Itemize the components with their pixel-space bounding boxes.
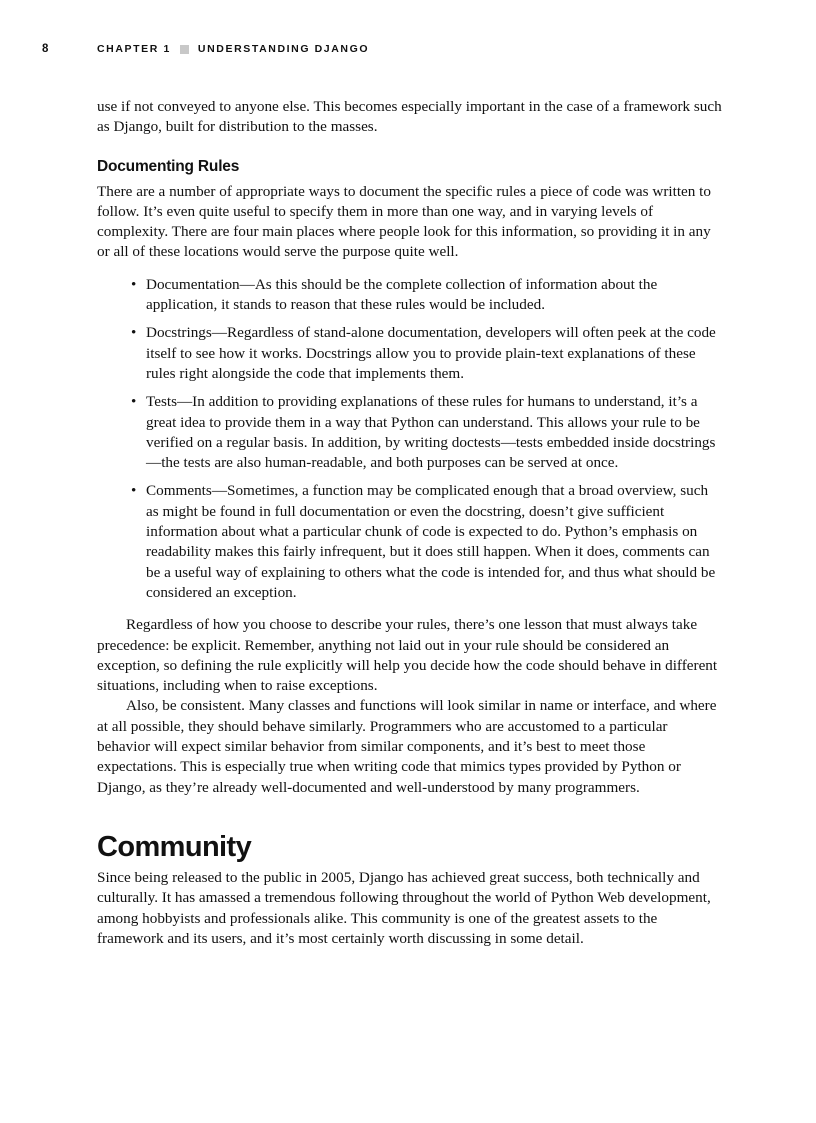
list-item xyxy=(97,481,723,603)
section-heading-community: Community xyxy=(97,830,252,863)
consistent-paragraph: Also, be consistent. Many classes and functions will look similar in name or interface, and where at all possible, they should behave similarly. Programmers who are accustomed to a particular behavior will expect similar behavior from similar components, and it’s best to meet those expectations. This is especially true when writing code that mimics types provided by Python or Django, as they’re already well-documented and well-understood by many programmers. xyxy=(97,697,717,796)
list-item xyxy=(97,323,723,384)
bullet-icon: • xyxy=(131,393,137,411)
chapter-label: CHAPTER 1 xyxy=(97,43,171,55)
chapter-running-head xyxy=(97,43,369,55)
running-header xyxy=(0,43,816,59)
chapter-title: UNDERSTANDING DJANGO xyxy=(197,43,370,55)
square-separator-icon xyxy=(180,45,189,54)
list-item xyxy=(97,392,723,473)
community-paragraph: Since being released to the public in 2005, Django has achieved great success, both technically and culturally. It has amassed a tremendous following throughout the world of Python Web development, among hobbyists and professionals alike. This community is one of the greatest assets to the framework and its users, and it’s most certainly worth discussing in some detail. xyxy=(97,868,711,947)
list-item-text: Comments—Sometimes, a function may be complicated enough that a broad overview, such as might be found in full documentation or even the docstring, doesn’t give sufficient information about what a particular chunk of code is expected to do. Python’s emphasis on readability makes this fairly infrequent, but it does still happen. When it does, comments can be a useful way of explaining to others what the code is intended for, and thus what should be considered an exception. xyxy=(146,482,716,601)
list-item-text: Docstrings—Regardless of stand-alone documentation, developers will often peek at the code itself to see how it works. Docstrings allow you to provide plain-text explanations of these rules right alongside the code that implements them. xyxy=(146,324,716,382)
bullet-icon: • xyxy=(131,482,137,500)
list-item-text: Tests—In addition to providing explanations of these rules for humans to understand, it’s a great idea to provide them in a way that Python can understand. This allows your rule to be verified on a regular basis. In addition, by writing doctests—tests embedded inside docstrings—the tests are also human-readable, and both purposes can be served at once. xyxy=(146,393,716,472)
explicit-paragraph: Regardless of how you choose to describe your rules, there’s one lesson that must always take precedence: be explicit. Remember, anything not laid out in your rule should be considered an exception, so defining the rule explicitly will help you decide how the code should behave in different situations, including when to raise exceptions. xyxy=(97,616,718,695)
rules-paragraph: There are a number of appropriate ways to document the specific rules a piece of code was written to follow. It’s even quite useful to specify them in more than one way, and in varying levels of complexity. There are four main places where people look for this information, so providing it in any or all of these locations would serve the purpose quite well. xyxy=(97,182,711,261)
bullet-icon: • xyxy=(131,275,137,293)
page-number: 8 xyxy=(42,43,49,55)
intro-paragraph: use if not conveyed to anyone else. This becomes especially important in the case of a framework such as Django, built for distribution to the masses. xyxy=(97,98,722,136)
bullet-icon: • xyxy=(131,324,137,342)
page-content xyxy=(97,97,723,949)
list-item-text: Documentation—As this should be the complete collection of information about the application, it stands to reason that these rules would be included. xyxy=(146,275,658,314)
bullet-list xyxy=(97,275,723,603)
subheading-documenting-rules: Documenting Rules xyxy=(97,157,240,175)
list-item xyxy=(97,275,723,316)
